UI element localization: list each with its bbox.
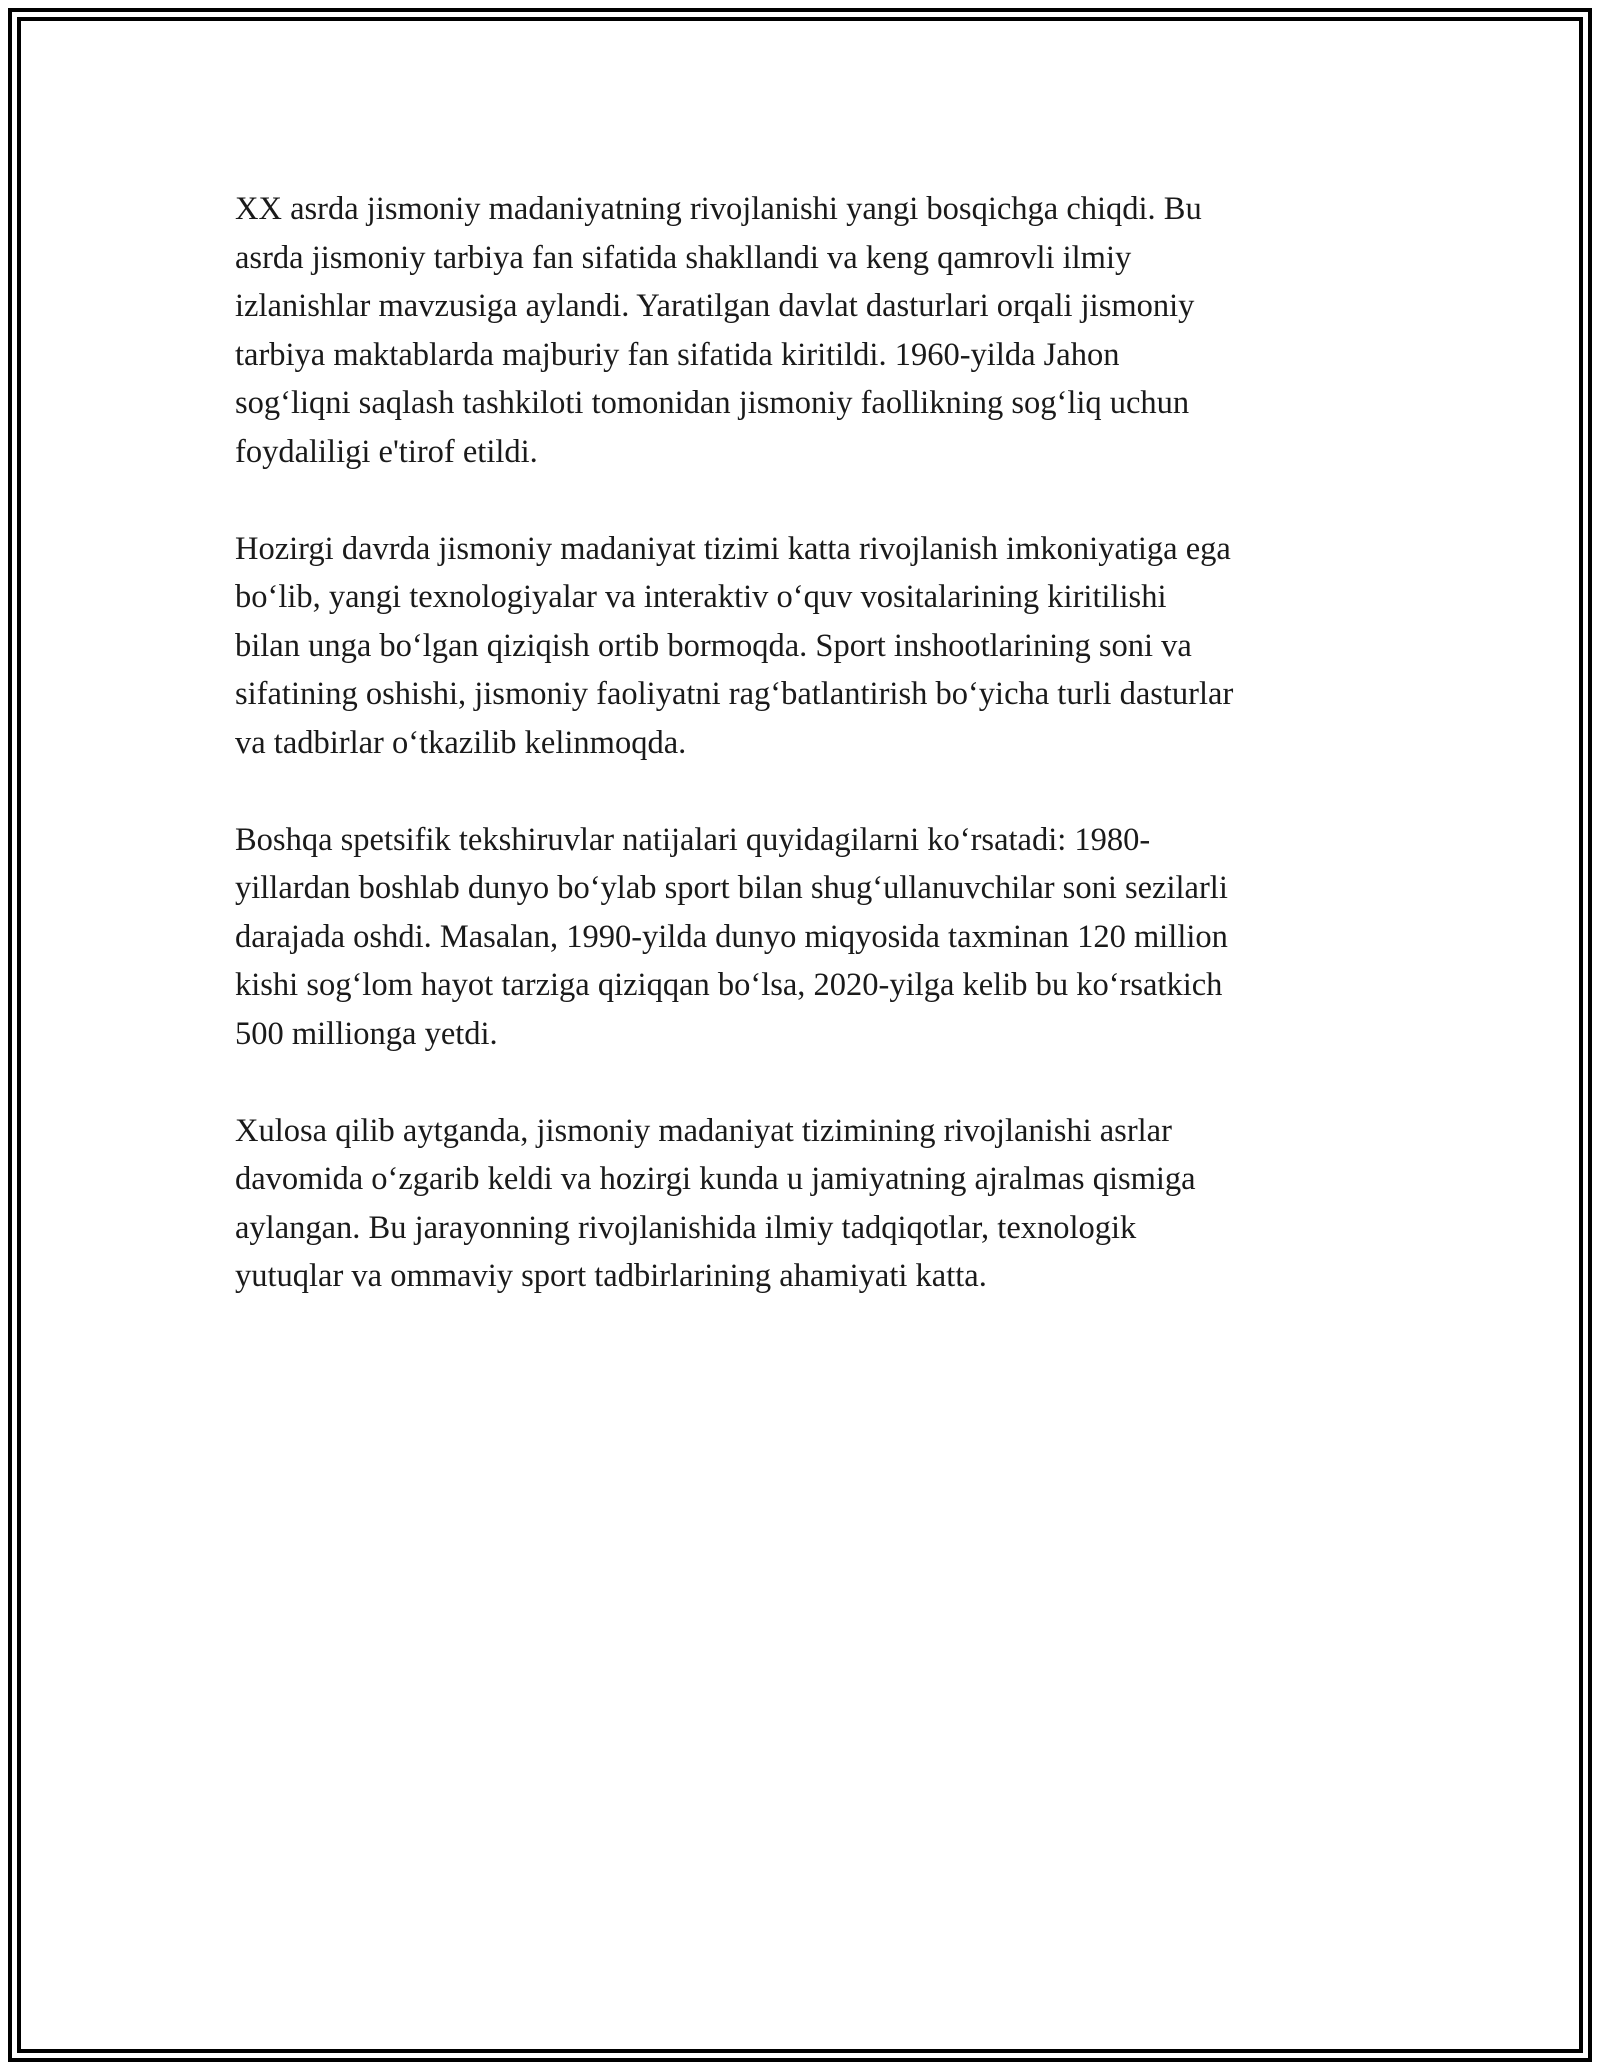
paragraph-1: XX asrda jismoniy madaniyatning rivojlanishi yangi bosqichga chiqdi. Bu asrda jismoniy tarbiya fan sifatida shakllandi va keng qamrovli ilmiy izlanishlar mavzusiga aylandi. Yaratilgan davlat dasturlari orqali jismoniy tarbiya maktablarda majburiy fan sifatida kiritildi. 1960-yilda Jahon sog‘liqni saqlash tashkiloti tomonidan jismoniy faollikning sog‘liq uchun foydaliligi e'tirof etildi. bbox=[235, 191, 1202, 470]
paragraph-2: Hozirgi davrda jismoniy madaniyat tizimi katta rivojlanish imkoniyatiga ega bo‘lib, yangi texnologiyalar va interaktiv o‘quv vositalarining kiritilishi bilan unga bo‘lgan qiziqish ortib bormoqda. Sport inshootlarining soni va sifatining oshishi, jismoniy faoliyatni rag‘batlantirish bo‘yicha turli dasturlar va tadbirlar o‘tkazilib kelinmoqda. bbox=[235, 530, 1234, 761]
paragraph-4: Xulosa qilib aytganda, jismoniy madaniyat tizimining rivojlanishi asrlar davomida o‘zgarib keldi va hozirgi kunda u jamiyatning ajralmas qismiga aylangan. Bu jarayonning rivojlanishida ilmiy tadqiqotlar, texnologik yutuqlar va ommaviy sport tadbirlarining ahamiyati katta. bbox=[235, 1112, 1196, 1294]
paragraph-3: Boshqa spetsifik tekshiruvlar natijalari quyidagilarni ko‘rsatadi: 1980- yillardan boshlab dunyo bo‘ylab sport bilan shug‘ullanuvchilar soni sezilarli darajada oshdi. Masalan, 1990-yilda dunyo miqyosida taxminan 120 million kishi sog‘lom hayot tarziga qiziqqan bo‘lsa, 2020-yilga kelib bu ko‘rsatkich 500 millionga yetdi. bbox=[235, 821, 1228, 1052]
document-body bbox=[235, 185, 1375, 1349]
